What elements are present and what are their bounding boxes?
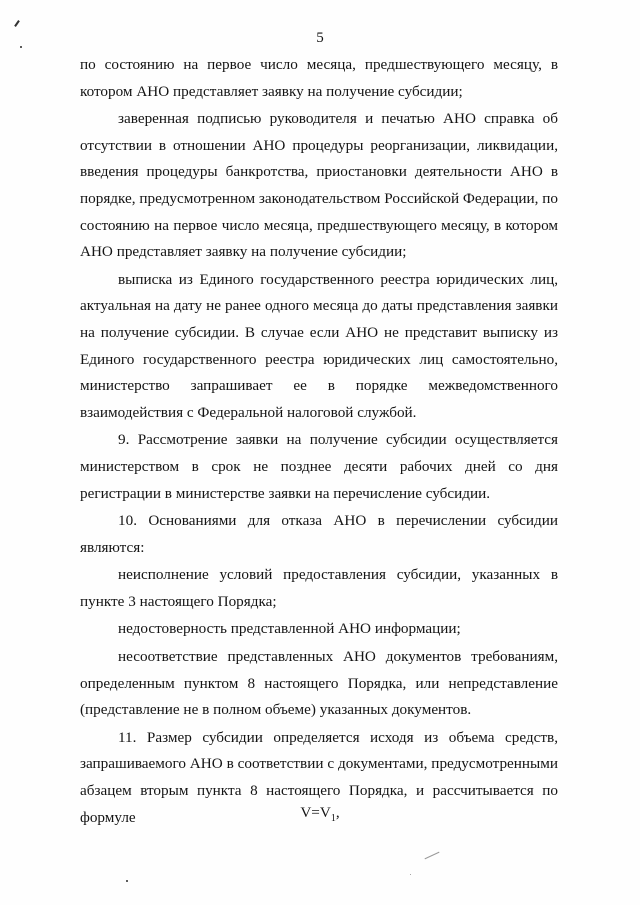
scan-dot: [410, 874, 411, 875]
paragraph: 11. Размер субсидии определяется исходя из объема средств, запрашиваемого АНО в соответствии с документами, предусмотренными абзацем вторым пункта 8 настоящего Порядка, и рассчитывается по формуле: [80, 728, 558, 826]
paragraph: несоответствие представленных АНО документов требованиям, определенным пунктом 8 настоящего Порядка, или непредставление (представление не в полном объеме) указанных документов.: [80, 648, 558, 719]
page-number: 5: [316, 30, 324, 46]
paragraph: недостоверность представленной АНО информации;: [118, 620, 461, 638]
scan-mark: [425, 852, 440, 860]
scan-mark: [14, 20, 20, 27]
paragraph: выписка из Единого государственного реестра юридических лиц, актуальная на дату не ранее одного месяца до даты представления заявки на получение субсидии. В случае если АНО не представит выписку из Единого государственного реестра юридических лиц самостоятельно, министерство запрашивает ее в порядке межведомственного взаимодействия с Федеральной налоговой службой.: [80, 270, 558, 421]
scan-dot: [126, 880, 128, 882]
paragraph: 10. Основаниями для отказа АНО в перечислении субсидии являются:: [80, 512, 558, 556]
paragraph: по состоянию на первое число месяца, предшествующего месяцу, в котором АНО представляет заявку на получение субсидии;: [80, 56, 558, 100]
paragraph: неисполнение условий предоставления субсидии, указанных в пункте 3 настоящего Порядка;: [80, 566, 558, 610]
paragraph: заверенная подписью руководителя и печатью АНО справка об отсутствии в отношении АНО процедуры реорганизации, ликвидации, введения процедуры банкротства, приостановки деятельности АНО в порядке, предусмотренном законодательством Российской Федерации, по состоянию на первое число месяца, предшествующего месяцу, в котором АНО представляет заявку на получение субсидии;: [80, 110, 558, 261]
formula-tail: ,: [335, 804, 340, 821]
formula-subscript: 1: [330, 813, 336, 825]
paragraph: 9. Рассмотрение заявки на получение субсидии осуществляется министерством в срок не позднее десяти рабочих дней со дня регистрации в министерстве заявки на перечисление субсидии.: [80, 431, 558, 502]
document-body: [80, 52, 558, 831]
formula-lhs: V=V: [300, 804, 331, 821]
formula: [0, 804, 640, 824]
